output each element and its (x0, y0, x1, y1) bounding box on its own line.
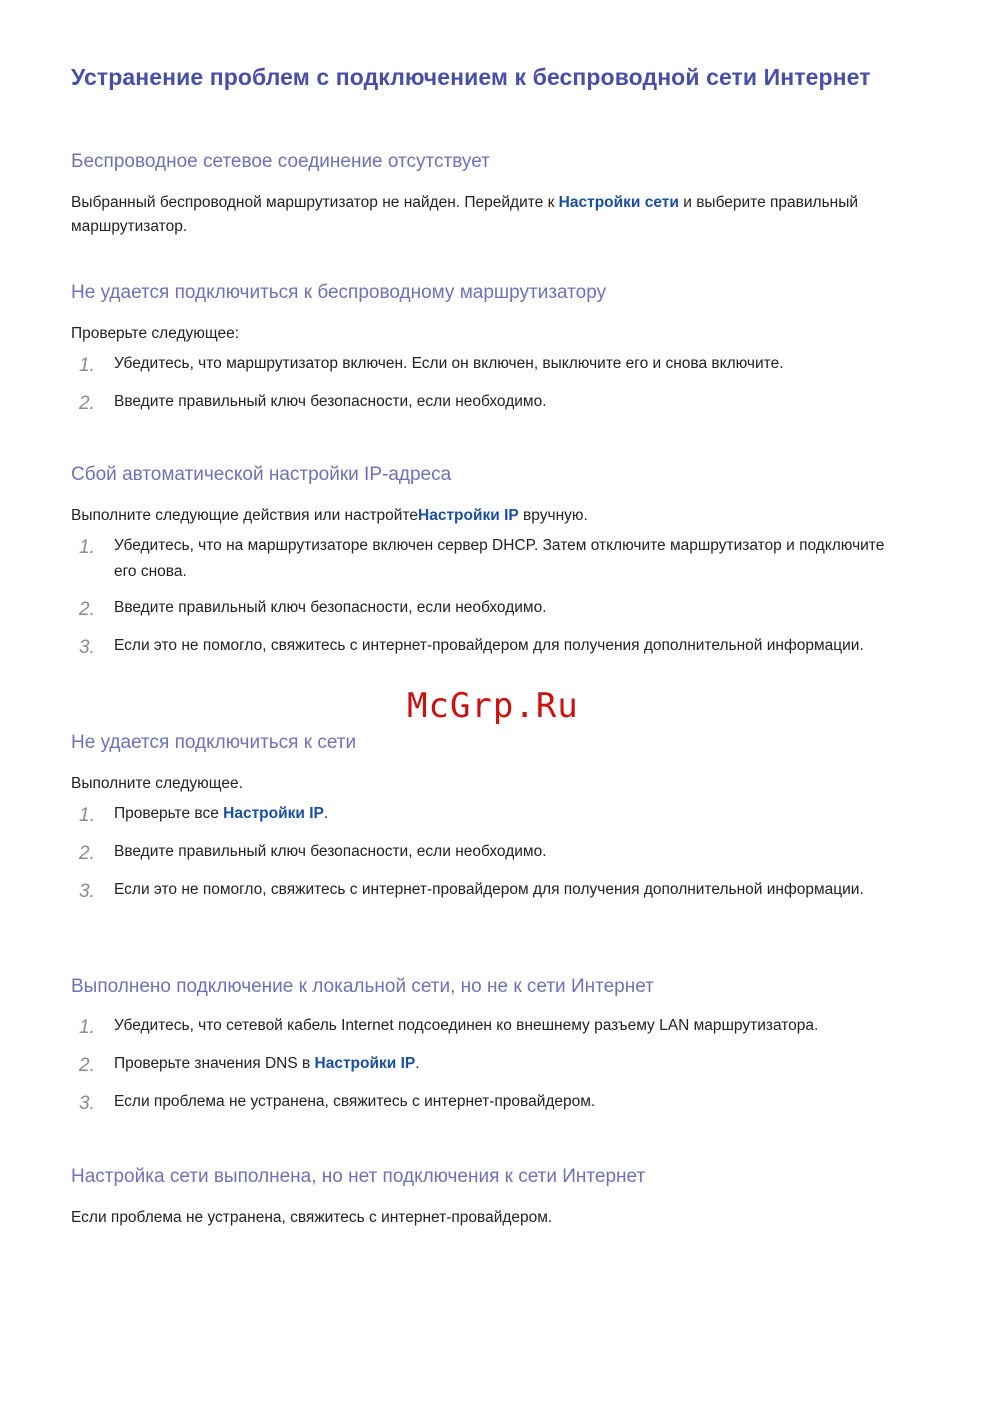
list-item-text: Введите правильный ключ безопасности, если необходимо. (114, 843, 547, 860)
watermark: McGrp.Ru (407, 686, 579, 726)
text: Выбранный беспроводной маршрутизатор не найден. Перейдите к (71, 194, 559, 211)
list-item-text: Если это не помогло, свяжитесь с интернет-провайдером для получения дополнительной информации. (114, 637, 864, 654)
section-cannot-connect-network (71, 729, 931, 903)
list-number: 1. (79, 1017, 95, 1038)
text: и выберите правильный маршрутизатор. (71, 194, 859, 235)
list-number: 2. (79, 1055, 95, 1076)
section-heading: Сбой автоматической настройки IP-адреса (71, 464, 452, 485)
section-intro: Проверьте следующее: (71, 325, 240, 342)
list-number: 2. (79, 393, 95, 414)
list-item (71, 533, 904, 585)
section-intro: Выполните следующее. (71, 775, 243, 792)
list-number: 3. (79, 1093, 95, 1114)
section-auto-ip-failure (71, 461, 931, 659)
list-number: 3. (79, 637, 95, 658)
list-number: 2. (79, 599, 95, 620)
list-item (71, 1051, 931, 1077)
list-number: 2. (79, 843, 95, 864)
list-item-text: Введите правильный ключ безопасности, если необходимо. (114, 393, 547, 410)
list-item (71, 801, 931, 827)
section-paragraph (71, 191, 931, 239)
section-heading: Беспроводное сетевое соединение отсутствует (71, 151, 490, 172)
list-number: 3. (79, 881, 95, 902)
list-item (71, 1089, 931, 1115)
text: Проверьте значения DNS в (114, 1055, 315, 1072)
section-intro (71, 504, 931, 528)
ip-settings-link[interactable]: Настройки IP (314, 1055, 416, 1072)
text: . (323, 805, 329, 822)
list-item (71, 595, 931, 621)
list-item-text: Если это не помогло, свяжитесь с интернет-провайдером для получения дополнительной информации. (114, 881, 864, 898)
section-heading: Настройка сети выполнена, но нет подключения к сети Интернет (71, 1166, 646, 1187)
section-paragraph: Если проблема не устранена, свяжитесь с интернет-провайдером. (71, 1209, 553, 1226)
list-item-text: Если проблема не устранена, свяжитесь с интернет-провайдером. (114, 1093, 596, 1110)
section-cannot-connect-router (71, 279, 931, 415)
ip-settings-link[interactable]: Настройки IP (223, 805, 324, 822)
page-title: Устранение проблем с подключением к беспроводной сети Интернет (71, 64, 871, 90)
text: Проверьте все (114, 805, 224, 822)
network-settings-link[interactable]: Настройки сети (558, 194, 679, 211)
list-number: 1. (79, 805, 95, 826)
text: . (415, 1055, 420, 1072)
section-local-not-internet (71, 973, 931, 1115)
list-item (71, 633, 904, 659)
list-item-text: Убедитесь, что маршрутизатор включен. Если он включен, выключите его и снова включите. (114, 355, 784, 372)
list-item (71, 839, 931, 865)
list-item-text: Убедитесь, что сетевой кабель Internet подсоединен ко внешнему разъему LAN маршрутизатора. (114, 1017, 819, 1034)
list-item (71, 877, 904, 903)
list-item-text: Введите правильный ключ безопасности, если необходимо. (114, 599, 547, 616)
section-heading: Не удается подключиться к сети (71, 732, 357, 753)
list-item (71, 389, 931, 415)
text: вручную. (518, 507, 588, 524)
list-item-text: Убедитесь, что на маршрутизаторе включен сервер DHCP. Затем отключите маршрутизатор и подключите его снова. (114, 537, 885, 580)
list-number: 1. (79, 537, 95, 558)
list-number: 1. (79, 355, 95, 376)
section-configured-no-internet (71, 1163, 931, 1230)
section-heading: Не удается подключиться к беспроводному маршрутизатору (71, 282, 607, 303)
list-item (71, 1013, 931, 1039)
list-item (71, 351, 931, 377)
section-no-wireless-connection (71, 148, 931, 239)
text: Выполните следующие действия или настройте (71, 507, 419, 524)
section-heading: Выполнено подключение к локальной сети, но не к сети Интернет (71, 976, 654, 997)
ip-settings-link[interactable]: Настройки IP (418, 507, 519, 524)
